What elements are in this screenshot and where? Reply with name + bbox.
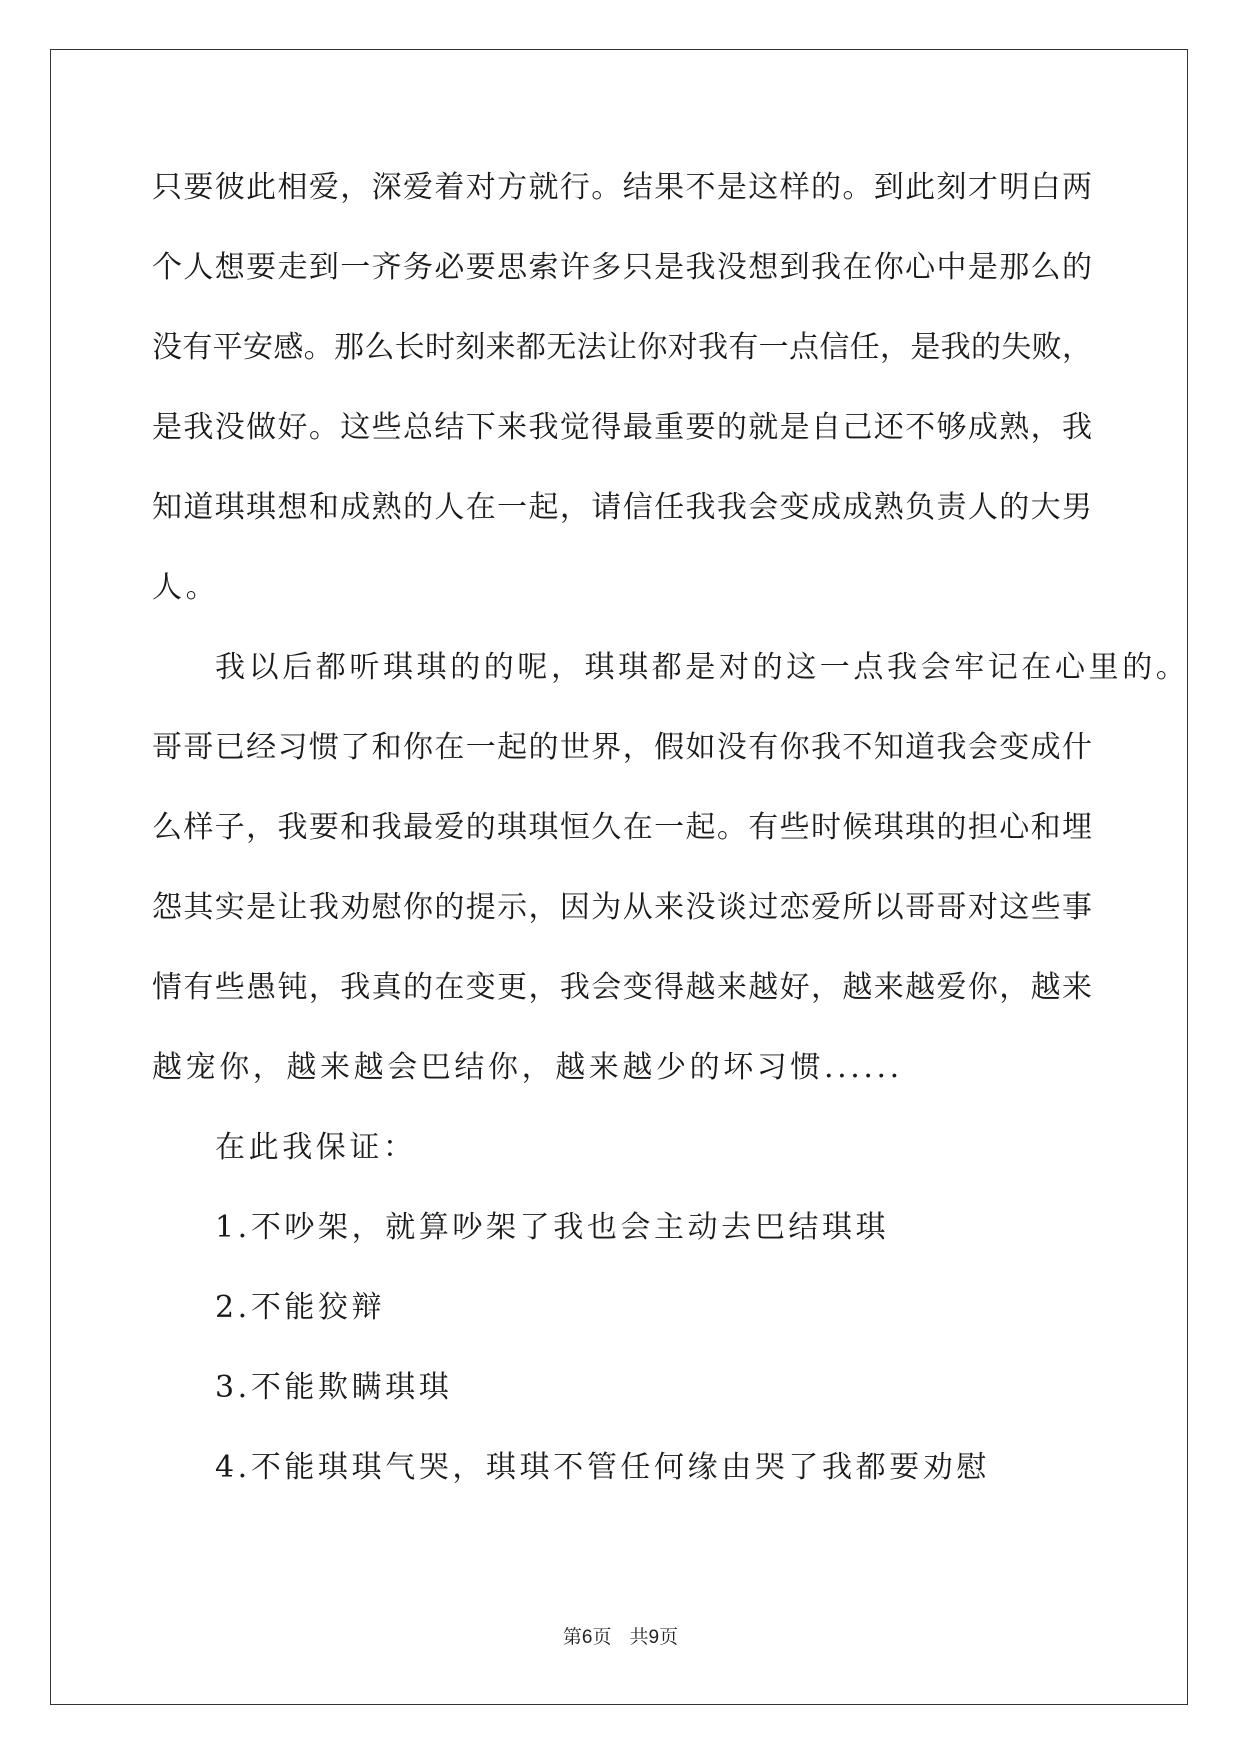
text-line: 我以后都听琪琪的的呢，琪琪都是对的这一点我会牢记在心里的。	[215, 650, 1190, 685]
text-line: 么样子，我要和我最爱的琪琪恒久在一起。有些时候琪琪的担心和埋	[152, 810, 1092, 845]
promise-item: 1.不吵架，就算吵架了我也会主动去巴结琪琪	[215, 1210, 890, 1245]
text-line: 人。	[152, 570, 220, 605]
total-pages: 共9页	[629, 1627, 679, 1648]
text-line: 没有平安感。那么长时刻来都无法让你对我有一点信任，是我的失败，	[152, 330, 1092, 365]
page-footer	[0, 1622, 1241, 1649]
paragraph-1	[152, 148, 1092, 628]
text-line: 只要彼此相爱，深爱着对方就行。结果不是这样的。到此刻才明白两	[152, 170, 1092, 205]
current-page-number: 第6页	[562, 1627, 612, 1648]
text-line: 越宠你，越来越会巴结你，越来越少的坏习惯......	[152, 1050, 903, 1085]
text-line: 知道琪琪想和成熟的人在一起，请信任我我会变成成熟负责人的大男	[152, 490, 1092, 525]
text-line: 哥哥已经习惯了和你在一起的世界，假如没有你我不知道我会变成什	[152, 730, 1092, 765]
promise-item: 3.不能欺瞒琪琪	[215, 1370, 453, 1405]
text-line: 个人想要走到一齐务必要思索许多只是我没想到我在你心中是那么的	[152, 250, 1092, 285]
text-line: 是我没做好。这些总结下来我觉得最重要的就是自己还不够成熟，我	[152, 410, 1092, 445]
text-line: 怨其实是让我劝慰你的提示，因为从来没谈过恋爱所以哥哥对这些事	[152, 890, 1092, 925]
promise-item: 2.不能狡辩	[215, 1290, 386, 1325]
text-line: 情有些愚钝，我真的在变更，我会变得越来越好，越来越爱你，越来	[152, 970, 1092, 1005]
document-body	[152, 148, 1190, 1508]
promise-item: 4.不能琪琪气哭，琪琪不管任何缘由哭了我都要劝慰	[215, 1450, 991, 1485]
promise-intro: 在此我保证：	[215, 1130, 417, 1165]
promise-list	[152, 1188, 1092, 1508]
paragraph-2	[152, 628, 1190, 1108]
